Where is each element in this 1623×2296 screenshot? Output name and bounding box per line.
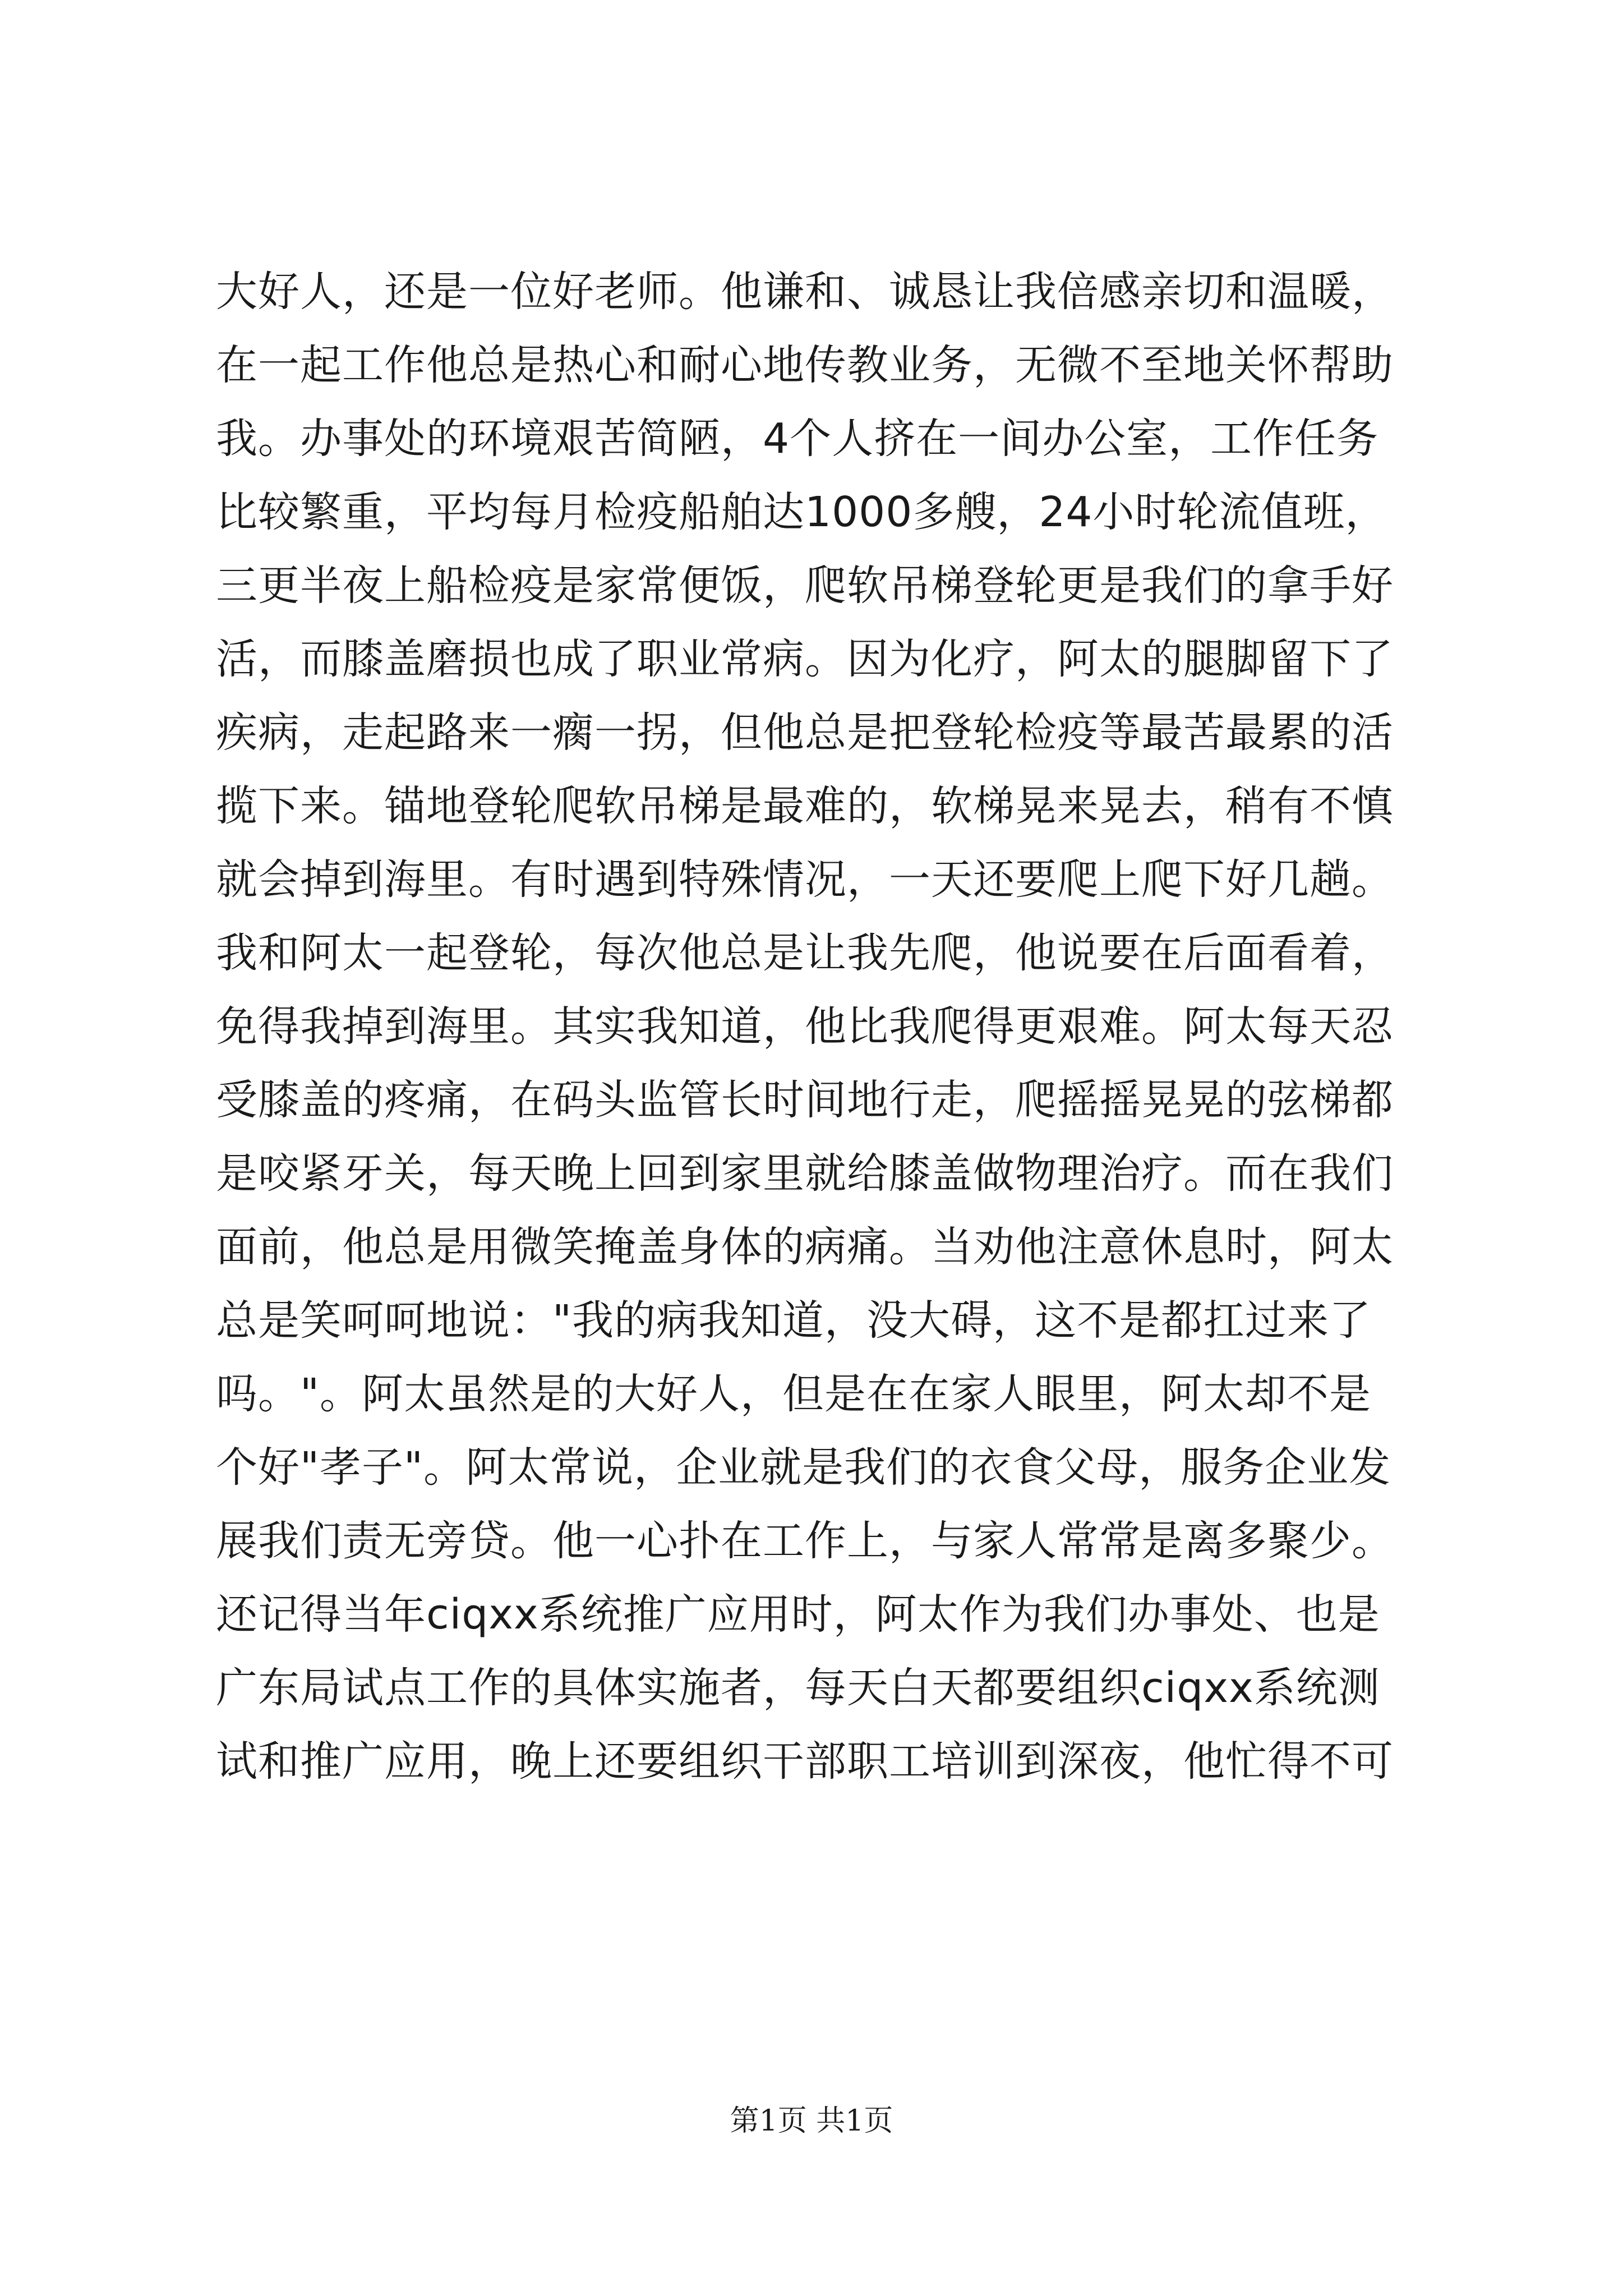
text-line: 就会掉到海里。有时遇到特殊情况，一天还要爬上爬下好几趟。 bbox=[216, 855, 1394, 904]
text-line: 受膝盖的疼痛，在码头监管长时间地行走，爬摇摇晃晃的弦梯都 bbox=[216, 1076, 1394, 1124]
text-line: 揽下来。锚地登轮爬软吊梯是最难的，软梯晃来晃去，稍有不慎 bbox=[216, 782, 1394, 830]
text-line: 广东局试点工作的具体实施者，每天白天都要组织ciqxx系统测 bbox=[216, 1664, 1380, 1712]
text-line: 面前，他总是用微笑掩盖身体的病痛。当劝他注意休息时，阿太 bbox=[216, 1223, 1394, 1271]
text-line: 比较繁重，平均每月检疫船舶达1000多艘，24小时轮流值班， bbox=[216, 488, 1387, 536]
text-line: 试和推广应用，晚上还要组织干部职工培训到深夜，他忙得不可 bbox=[216, 1737, 1394, 1786]
text-line: 还记得当年ciqxx系统推广应用时，阿太作为我们办事处、也是 bbox=[216, 1590, 1380, 1639]
text-line: 我。办事处的环境艰苦简陋，4个人挤在一间办公室，工作任务 bbox=[216, 415, 1379, 463]
body-text bbox=[216, 255, 1427, 1798]
text-line: 展我们责无旁贷。他一心扑在工作上，与家人常常是离多聚少。 bbox=[216, 1517, 1394, 1565]
text-line: 吗。"。阿太虽然是的大好人，但是在在家人眼里，阿太却不是 bbox=[216, 1370, 1372, 1418]
text-line: 我和阿太一起登轮，每次他总是让我先爬，他说要在后面看着， bbox=[216, 929, 1394, 977]
text-line: 免得我掉到海里。其实我知道，他比我爬得更艰难。阿太每天忍 bbox=[216, 1002, 1394, 1051]
text-line: 是咬紧牙关，每天晚上回到家里就给膝盖做物理治疗。而在我们 bbox=[216, 1149, 1394, 1198]
text-line: 总是笑呵呵地说："我的病我知道，没大碍，这不是都扛过来了 bbox=[216, 1296, 1372, 1345]
page-number-label: 第1页 共1页 bbox=[730, 2104, 893, 2138]
text-line: 三更半夜上船检疫是家常便饭，爬软吊梯登轮更是我们的拿手好 bbox=[216, 562, 1394, 610]
text-line: 大好人，还是一位好老师。他谦和、诚恳让我倍感亲切和温暖， bbox=[216, 268, 1394, 316]
text-line: 个好"孝子"。阿太常说，企业就是我们的衣食父母，服务企业发 bbox=[216, 1443, 1391, 1492]
page-footer bbox=[0, 2097, 1623, 2139]
text-line: 疾病，走起路来一瘸一拐，但他总是把登轮检疫等最苦最累的活 bbox=[216, 708, 1394, 757]
text-line: 在一起工作他总是热心和耐心地传教业务，无微不至地关怀帮助 bbox=[216, 341, 1394, 389]
text-line: 活，而膝盖磨损也成了职业常病。因为化疗，阿太的腿脚留下了 bbox=[216, 635, 1394, 683]
